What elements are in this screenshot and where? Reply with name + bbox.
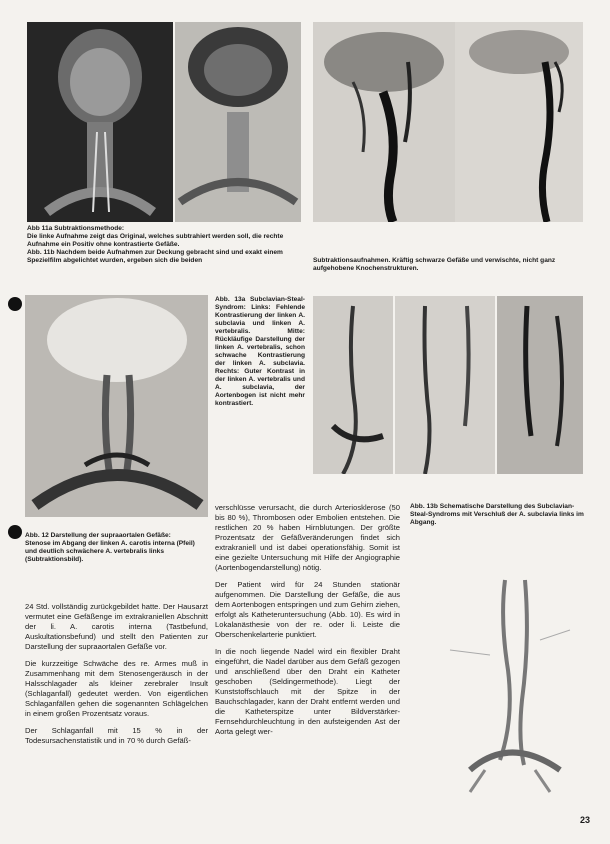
body-paragraph: 24 Std. vollständig zurückgebildet hatte. Der Hausarzt vermutet eine Gefäßenge im extrakraniellen Abschnitt der li. A. carotis interna (Tastbefund, Auskultationsbefund) und stellt den Patienten zur Darstellung der supraaortalen Gefäße vor. <box>25 602 208 651</box>
figure-13a-middle-angiogram <box>395 296 495 474</box>
figure-11b-right-subtraction <box>455 22 583 222</box>
caption-title: Darstellung der supraaortalen Gefäße: <box>50 532 171 539</box>
binder-hole <box>8 297 22 311</box>
figure-11b-left-subtraction <box>313 22 455 222</box>
caption-text: Subtraktionsaufnahmen. Kräftig schwarze Gefäße und verwischte, nicht ganz aufgehobene Knochenstrukturen. <box>313 257 556 272</box>
figure-11a-left-xray <box>27 22 173 222</box>
body-column-left <box>25 602 208 753</box>
body-paragraph: Die kurzzeitige Schwäche des re. Armes muß in Zusammenhang mit dem Stenosengeräusch in der Halsschlagader als kleiner zerebraler Insult (Schlaganfall) gedeutet werden. Von eigentlichen Schlaganfällen gehen die sogenannten Schlägelchen in einem großen Prozentsatz voraus. <box>25 659 208 718</box>
caption-label: Abb. 12 <box>25 532 49 539</box>
caption-text: Die linke Aufnahme zeigt das Original, welches subtrahiert werden soll, die rechte Aufnahme ein Positiv ohne kontrastierte Gefäße. <box>27 233 284 248</box>
body-paragraph: verschlüsse verursacht, die durch Arteriosklerose (50 bis 80 %), Thrombosen oder Embolien entstehen. Die restlichen 20 % haben Hirnblutungen. Der größte Prozentsatz der Gefäßveränderungen findet sich extrakraniell und ist dabei operationsfähig. Somit ist eine gezielte Untersuchung mit Hilfe der Angiographie (Aortenbogendarstellung) nötig. <box>215 503 400 572</box>
caption-text: Schematische Darstellung des Subclavian-Steal-Syndroms mit Verschluß der A. subclavia links im Abgang. <box>410 503 584 526</box>
figure-13b-caption <box>410 503 588 527</box>
figure-13a-right-angiogram <box>497 296 583 474</box>
figure-13a-caption <box>215 296 305 408</box>
body-paragraph: Der Schlaganfall mit 15 % in der Todesursachenstatistik und in 70 % durch Gefäß- <box>25 726 208 745</box>
body-paragraph: Der Patient wird für 24 Stunden stationär aufgenommen. Die Darstellung der Gefäße, die aus dem Aortenbogen entspringen und zum Gehirn ziehen, erfolgt als Katheteruntersuchung (Abb. 10). Es wird in Lokalanästhesie von der re. oder li. Leiste die Oberschenkelarterie punktiert. <box>215 580 400 639</box>
figure-11a-right-xray <box>175 22 301 222</box>
body-paragraph: In die noch liegende Nadel wird ein flexibler Draht eingeführt, die Nadel darüber aus dem Gefäß gezogen und anschließend über den Draht ein Katheter geschoben (Seldingermethode). Liegt der Kunststoffschlauch mit der Spitze in der Bauchschlagader, kann der Draht entfernt werden und die Katheterspitze unter Bildverstärker-Fernsehdurchleuchtung in den aufsteigenden Ast der Aorta gelegt wer- <box>215 647 400 736</box>
figure-13a-left-angiogram <box>313 296 393 474</box>
figure-11a-caption <box>27 225 307 265</box>
caption-label: Abb 11a <box>27 225 53 232</box>
body-column-middle <box>215 503 400 744</box>
figure-12-caption <box>25 532 208 564</box>
caption-label: Abb. 13b <box>410 503 438 510</box>
caption-title: Subtraktionsmethode: <box>54 225 125 232</box>
caption-text: Stenose im Abgang der linken A. carotis interna (Pfeil) und deutlich schwächere A. vertebralis links (Subtraktionsbild). <box>25 540 195 563</box>
binder-hole <box>8 525 22 539</box>
page-number: 23 <box>580 815 591 825</box>
caption-text: Abb. 13a Subclavian-Steal-Syndrom: Links: Fehlende Kontrastierung der linken A. subclavia und linken A. vertebralis. Mitte: Rückläufige Darstellung der linken A. vertebralis, schon schwache Kontrastierung der linken A. subclavia. Rechts: Guter Kontrast in der linken A. vertebralis und A. subclavia, der Aortenbogen ist nicht mehr kontrastiert. <box>215 296 305 407</box>
figure-13b-schematic <box>410 560 588 796</box>
figure-11b-caption <box>313 257 585 273</box>
caption-text: Nachdem beide Aufnahmen zur Deckung gebracht sind und exakt einem Spezielfilm abgelichtet wurden, ergeben sich die beiden <box>27 249 283 264</box>
caption-label: Abb. 11b <box>27 249 55 256</box>
figure-12-xray <box>25 295 208 517</box>
